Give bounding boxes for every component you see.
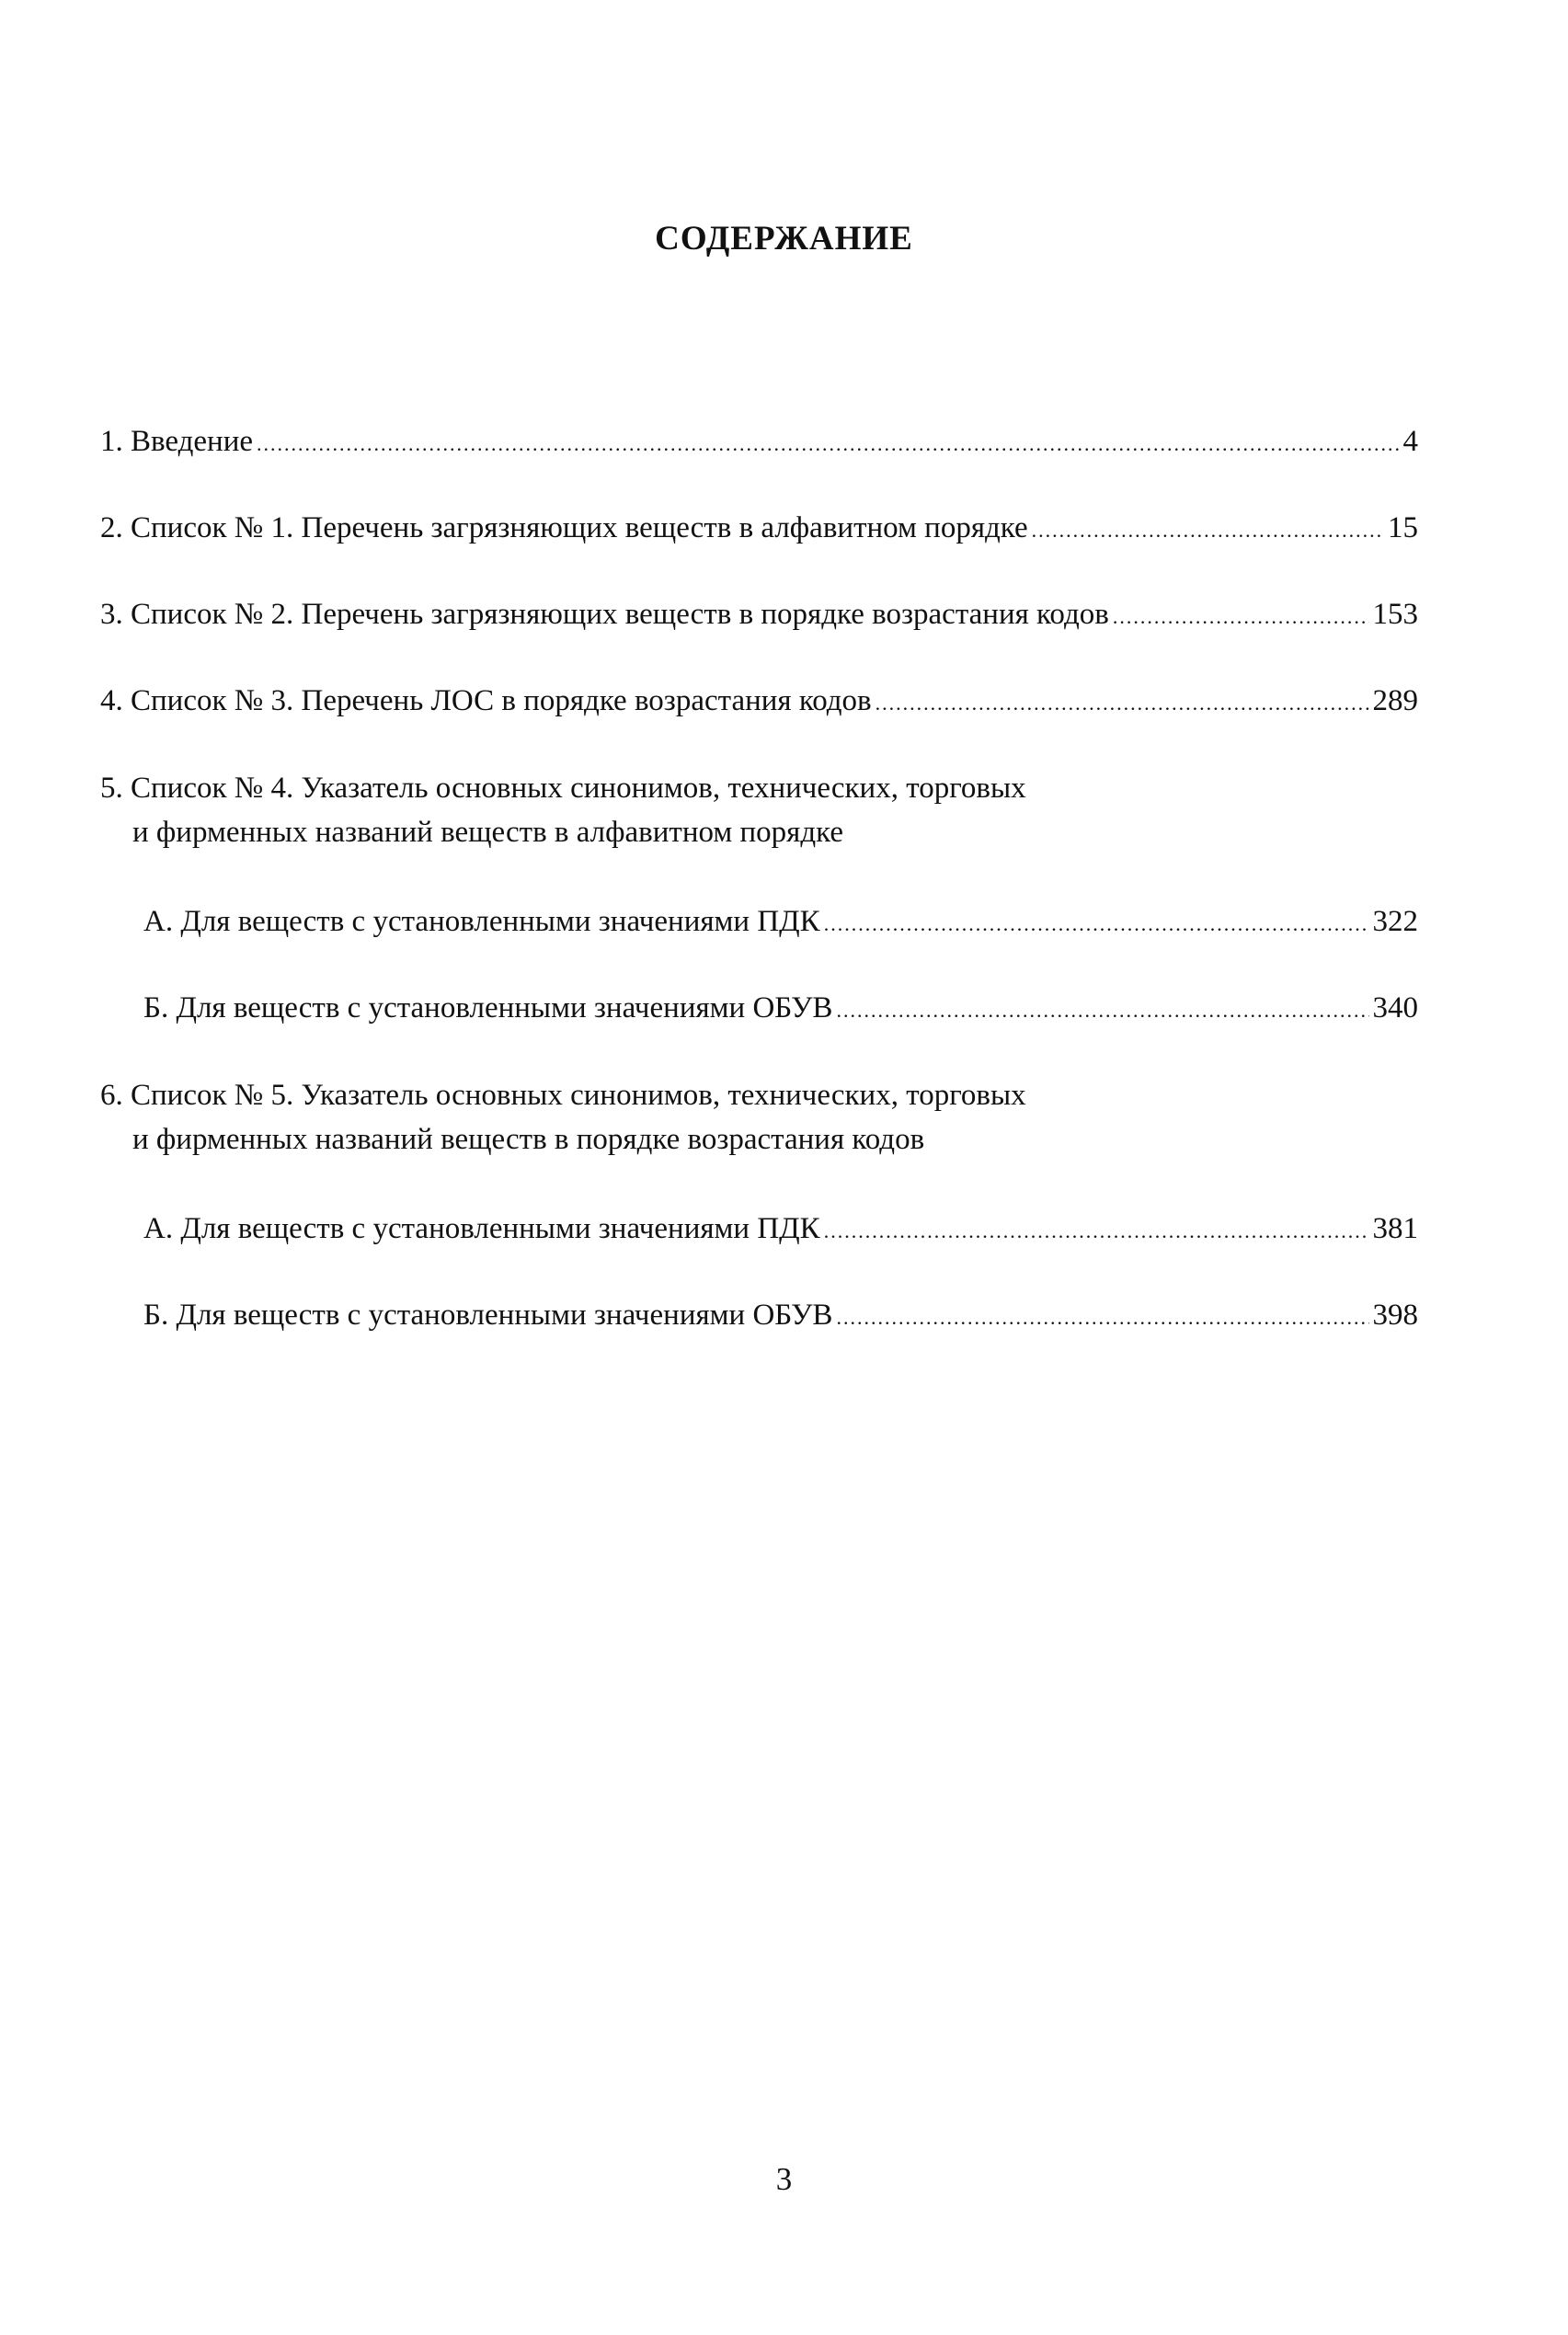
toc-entry-list-3[interactable] bbox=[100, 678, 1418, 724]
toc-leader-dots bbox=[836, 1295, 1368, 1341]
toc-entry-page: 340 bbox=[1372, 991, 1418, 1024]
toc-entry-number: 2. bbox=[100, 511, 123, 544]
toc-entry-text: Введение bbox=[131, 425, 254, 458]
toc-entry-list-2[interactable] bbox=[100, 591, 1418, 637]
toc-subentry-list-5-b[interactable] bbox=[143, 1292, 1418, 1338]
toc-entry-text: Список № 4. Указатель основных синонимов, технических, торговых bbox=[131, 772, 1026, 805]
toc-entry-number: 5. bbox=[100, 772, 123, 805]
toc-entry-text: Список № 3. Перечень ЛОС в порядке возрастания кодов bbox=[131, 684, 872, 717]
toc-entry-page: 15 bbox=[1388, 511, 1418, 544]
toc-entry-text: Список № 5. Указатель основных синонимов, технических, торговых bbox=[131, 1079, 1026, 1112]
toc-entry-text: Список № 2. Перечень загрязняющих веществ в порядке возрастания кодов bbox=[131, 598, 1109, 631]
toc-entry-list-5[interactable] bbox=[100, 1072, 1418, 1118]
toc-leader-dots bbox=[824, 901, 1369, 947]
toc-leader-dots bbox=[257, 421, 1399, 467]
toc-entry-text: А. Для веществ с установленными значениями ПДК bbox=[143, 905, 820, 938]
toc-entry-number: 1. bbox=[100, 425, 123, 458]
toc-leader-dots bbox=[1032, 508, 1384, 554]
toc-entry-text: Список № 1. Перечень загрязняющих веществ в алфавитном порядке bbox=[131, 511, 1028, 544]
toc-entry-continuation-text: и фирменных названий веществ в порядке возрастания кодов bbox=[132, 1123, 925, 1156]
toc-entry-list-4-continuation bbox=[132, 809, 1450, 855]
toc-entry-text: Б. Для веществ с установленными значениями ОБУВ bbox=[143, 1299, 833, 1332]
toc-leader-dots bbox=[1113, 594, 1369, 640]
toc-entry-page: 381 bbox=[1372, 1212, 1418, 1245]
toc-entry-list-1[interactable] bbox=[100, 505, 1418, 551]
toc-leader-dots bbox=[836, 988, 1368, 1034]
toc-leader-dots bbox=[876, 681, 1369, 727]
page-title: СОДЕРЖАНИЕ bbox=[655, 220, 913, 258]
toc-entry-number: 4. bbox=[100, 684, 123, 717]
toc-leader-dots bbox=[824, 1208, 1369, 1254]
toc-entry-continuation-text: и фирменных названий веществ в алфавитном порядке bbox=[132, 816, 843, 849]
toc-entry-text: А. Для веществ с установленными значениями ПДК bbox=[143, 1212, 820, 1245]
toc-entry-introduction[interactable] bbox=[100, 418, 1418, 464]
toc-entry-list-5-continuation bbox=[132, 1116, 1450, 1162]
toc-entry-text: Б. Для веществ с установленными значениями ОБУВ bbox=[143, 991, 833, 1024]
page-number: 3 bbox=[775, 2161, 793, 2197]
toc-entry-page: 153 bbox=[1372, 598, 1418, 631]
toc-subentry-list-4-a[interactable] bbox=[143, 899, 1418, 944]
toc-subentry-list-5-a[interactable] bbox=[143, 1206, 1418, 1252]
toc-entry-number: 3. bbox=[100, 598, 123, 631]
toc-entry-page: 398 bbox=[1372, 1299, 1418, 1332]
toc-subentry-list-4-b[interactable] bbox=[143, 985, 1418, 1031]
toc-entry-page: 289 bbox=[1372, 684, 1418, 717]
toc-entry-page: 4 bbox=[1402, 425, 1418, 458]
toc-entry-page: 322 bbox=[1372, 905, 1418, 938]
toc-entry-list-4[interactable] bbox=[100, 765, 1418, 811]
toc-entry-number: 6. bbox=[100, 1079, 123, 1112]
